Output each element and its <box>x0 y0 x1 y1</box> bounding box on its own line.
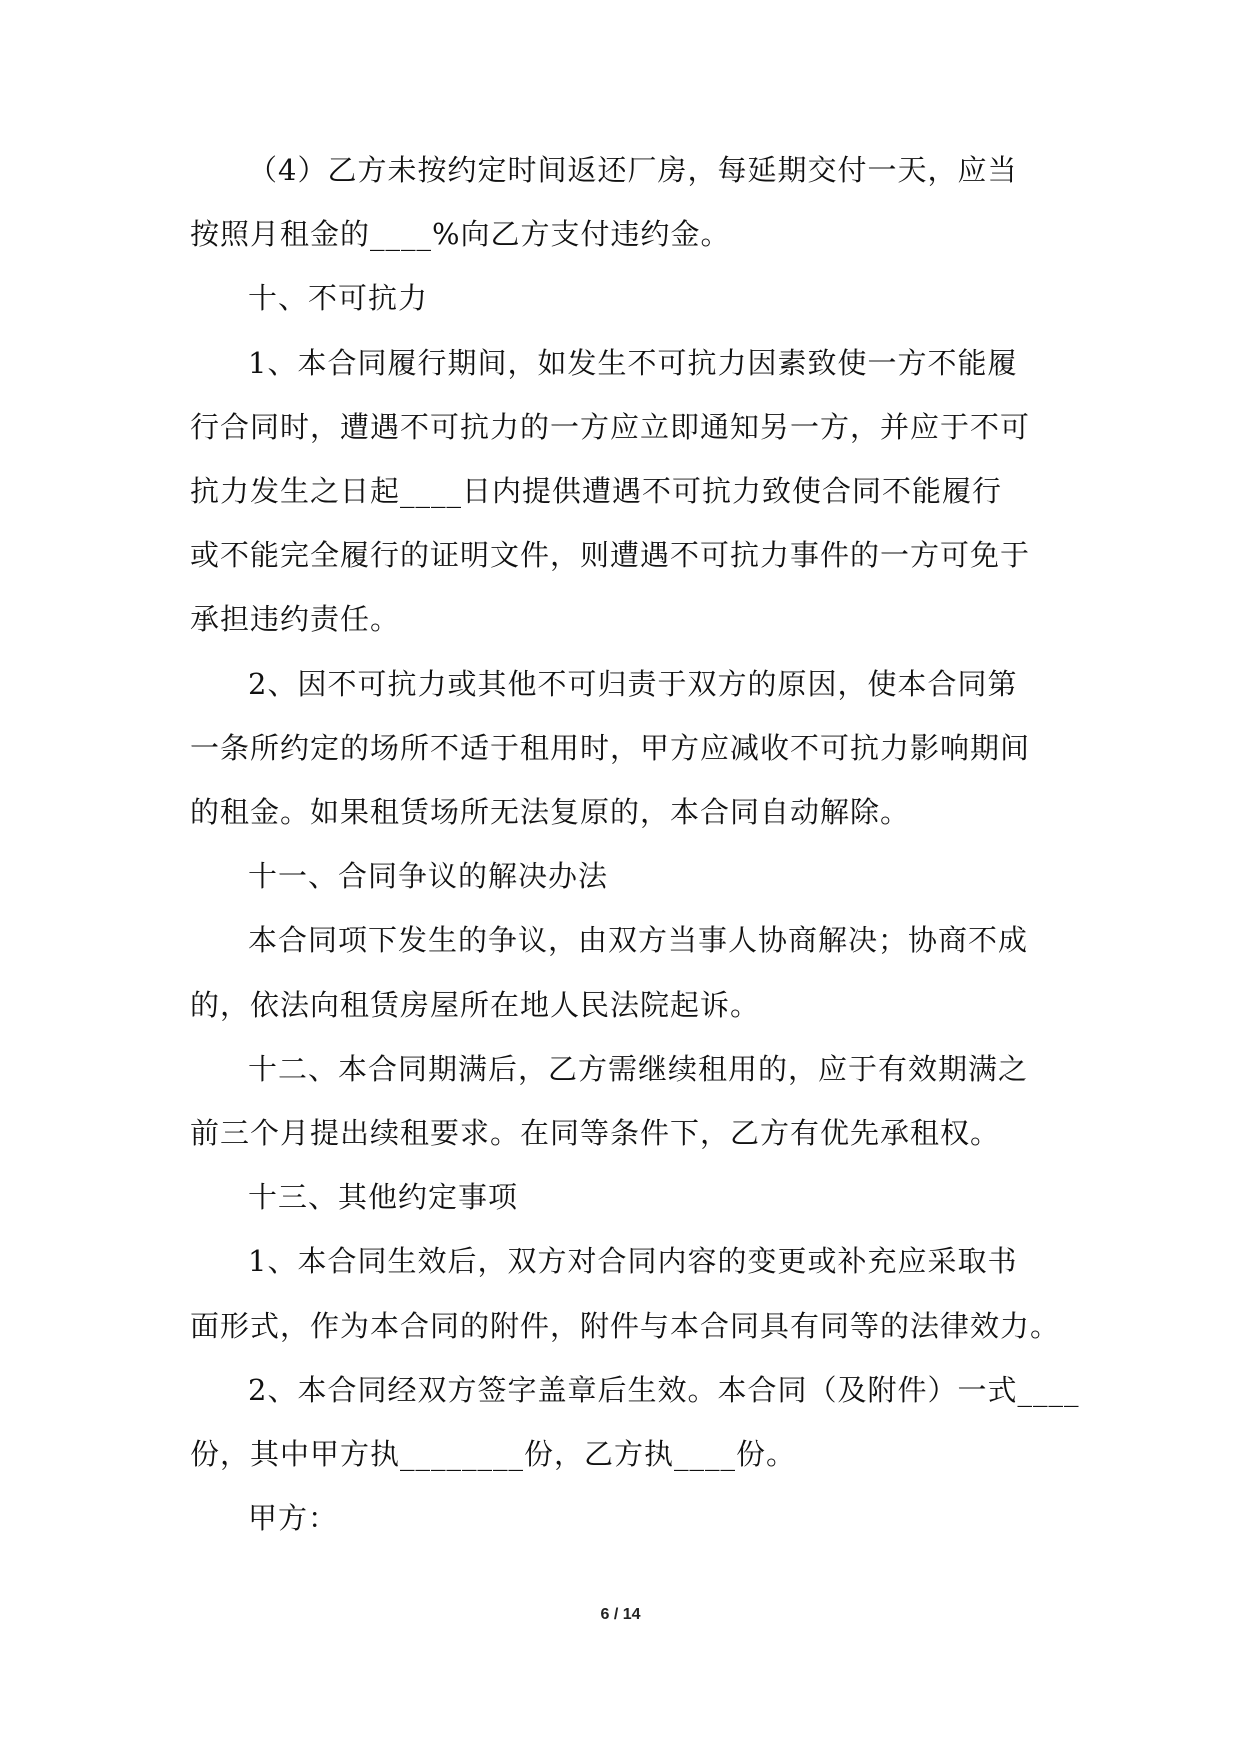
text-line: 1、本合同履行期间，如发生不可抗力因素致使一方不能履 <box>248 345 1018 380</box>
text-line: 抗力发生之日起____日内提供遭遇不可抗力致使合同不能履行 <box>190 474 1003 508</box>
signature-label: 甲方： <box>248 1501 339 1536</box>
section-heading: 十一、合同争议的解决办法 <box>248 859 609 894</box>
text-line: 本合同项下发生的争议，由双方当事人协商解决；协商不成 <box>248 923 1029 958</box>
text-line: 一条所约定的场所不适于租用时，甲方应减收不可抗力影响期间 <box>190 730 1031 765</box>
text-line: 或不能完全履行的证明文件，则遭遇不可抗力事件的一方可免于 <box>190 538 1031 573</box>
text-line: 份，其中甲方执________份，乙方执____份。 <box>190 1437 797 1471</box>
text-line: 承担违约责任。 <box>190 602 401 637</box>
text-line: 十二、本合同期满后，乙方需继续租用的，应于有效期满之 <box>248 1051 1029 1086</box>
text-line: 按照月租金的____%向乙方支付违约金。 <box>190 217 731 252</box>
text-line: 2、因不可抗力或其他不可归责于双方的原因，使本合同第 <box>248 666 1018 701</box>
text-line: 1、本合同生效后，双方对合同内容的变更或补充应采取书 <box>248 1244 1018 1279</box>
text-line: 的租金。如果租赁场所无法复原的，本合同自动解除。 <box>190 795 911 829</box>
page-number: 6 / 14 <box>600 1606 641 1623</box>
section-heading: 十、不可抗力 <box>248 281 429 316</box>
text-line: 面形式，作为本合同的附件，附件与本合同具有同等的法律效力。 <box>190 1308 1061 1343</box>
text-line: （4）乙方未按约定时间返还厂房，每延期交付一天，应当 <box>248 153 1018 187</box>
text-line: 的，依法向租赁房屋所在地人民法院起诉。 <box>190 987 761 1022</box>
section-heading: 十三、其他约定事项 <box>248 1180 519 1215</box>
text-line: 行合同时，遭遇不可抗力的一方应立即通知另一方，并应于不可 <box>190 409 1031 444</box>
text-line: 2、本合同经双方签字盖章后生效。本合同（及附件）一式____ <box>248 1372 1080 1407</box>
text-line: 前三个月提出续租要求。在同等条件下，乙方有优先承租权。 <box>190 1116 1001 1150</box>
